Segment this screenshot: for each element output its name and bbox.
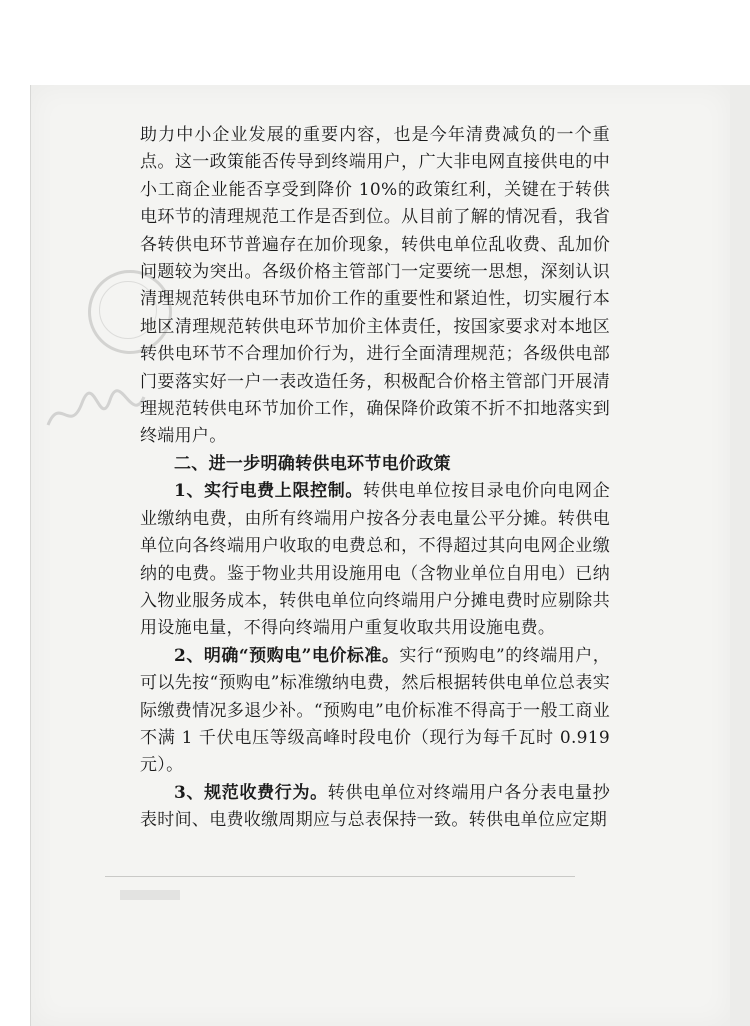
scan-edge — [730, 85, 750, 1026]
item-2-lead: 2、明确“预购电”电价标准。 — [174, 645, 400, 666]
bleed-through-handwriting — [40, 385, 150, 440]
item-2-body: 实行“预购电”的终端用户，可以先按“预购电”标准缴纳电费，然后根据转供电单位总表实际缴费情况多退少补。“预购电”电价标准不得高于一般工商业不满 1 千伏电压等级高峰时段电价（现行为每千瓦时 0.919 元）。 — [140, 645, 611, 776]
footer-bleed-through — [120, 890, 180, 900]
item-3-lead: 3、规范收费行为。 — [174, 782, 328, 803]
policy-item-2 — [140, 643, 610, 780]
footer-rule — [105, 876, 575, 877]
policy-item-3 — [140, 780, 610, 835]
policy-item-1 — [140, 478, 610, 642]
body-paragraph: 助力中小企业发展的重要内容，也是今年清费减负的一个重点。这一政策能否传导到终端用户，广大非电网直接供电的中小工商企业能否享受到降价 10%的政策红利，关键在于转供电环节的清理规范工作是否到位。从目前了解的情况看，我省各转供电环节普遍存在加价现象，转供电单位乱收费、乱加价问题较为突出。各级价格主管部门一定要统一思想，深刻认识清理规范转供电环节加价工作的重要性和紧迫性，切实履行本地区清理规范转供电环节加价主体责任，按国家要求对本地区转供电环节不合理加价行为，进行全面清理规范；各级供电部门要落实好一户一表改造任务，积极配合价格主管部门开展清理规范转供电环节加价工作，确保降价政策不折不扣地落实到终端用户。 — [140, 125, 610, 447]
item-1-body: 转供电单位按目录电价向电网企业缴纳电费，由所有终端用户按各分表电量公平分摊。转供电单位向各终端用户收取的电费总和，不得超过其向电网企业缴纳的电费。鉴于物业共用设施用电（含物业单位自用电）已纳入物业服务成本，转供电单位向终端用户分摊电费时应剔除共用设施电量，不得向终端用户重复收取共用设施电费。 — [140, 481, 610, 639]
item-1-lead: 1、实行电费上限控制。 — [174, 481, 364, 502]
item-3-body: 转供电单位对终端用户各分表电量抄表时间、电费收缴周期应与总表保持一致。转供电单位应定期 — [140, 782, 610, 831]
document-body — [140, 122, 610, 835]
section-heading: 二、进一步明确转供电环节电价政策 — [174, 453, 451, 474]
